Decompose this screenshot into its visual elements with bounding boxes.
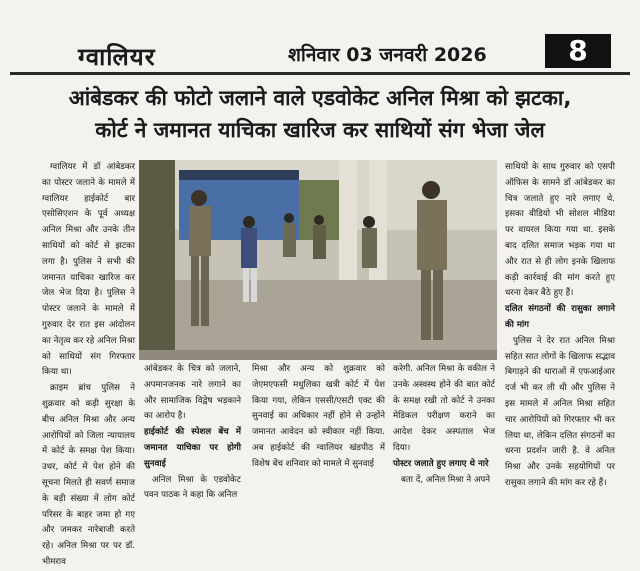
issue-date: शनिवार 03 जनवरी 2026: [288, 44, 487, 66]
police-escort-photo: [139, 160, 497, 360]
headline-line-2: कोर्ट ने जमानत याचिका खारिज कर साथियों संग भेजा जेल: [95, 118, 545, 142]
article-column-5: [505, 160, 615, 492]
headline: [10, 82, 630, 146]
headline-line-1: आंबेडकर की फोटो जलाने वाले एडवोकेट अनिल मिश्रा को झटका,: [68, 86, 572, 110]
col2-paragraph-2: अनिल मिश्रा के एडवोकेट पवन पाठक ने कहा कि अनिल: [144, 474, 241, 501]
col2-subhead: हाईकोर्ट की स्पेशल बेंच में जमानत याचिका पर होगी सुनवाई: [144, 427, 241, 469]
col2-paragraph-1: आंबेडकर के चित्र को जलाने, अपमानजनक नारे लगाने का और सामाजिक विद्वेष भड़काने का आरोप है।: [144, 364, 241, 422]
masthead: [0, 0, 640, 72]
article-column-1: [42, 160, 135, 571]
col5-subhead: दलित संगठनों की रासुका लगाने की मांग: [505, 304, 615, 330]
section-title: ग्वालियर: [78, 43, 156, 71]
col1-paragraph-1: ग्वालियर में डॉ आंबेडकर का पोस्टर जलाने के मामले में ग्वालियर हाईकोर्ट बार एसोसिएशन के पूर्व अध्यक्ष अनिल मिश्रा और उनके तीन साथियों को कोर्ट से झटका लगा है। पुलिस ने सभी की जमानत याचिका खारिज कर जेल भेज दिया है। पुलिस ने पोस्टर जलाने के मामले में गुरुवार देर रात इस आंदोलन का नेतृत्व कर रहे अनिल मिश्रा को साथियों संग गिरफ्तार किया था।: [42, 162, 135, 378]
article-column-4: [393, 362, 495, 488]
col1-paragraph-2: क्राइम ब्रांच पुलिस ने शुक्रवार को कड़ी सुरक्षा के बीच अनिल मिश्रा और अन्य आरोपियों को जिला न्यायालय में कोर्ट के समक्ष पेश किया। उधर, कोर्ट में पेश होने की सूचना मिलते ही सवर्ण समाज के बड़ी संख्या में लोग कोर्ट परिसर के बाहर जमा हो गए और जमकर नारेबाजी करते रहे। अनिल मिश्रा पर पर डॉ. भीमराव: [42, 383, 135, 567]
col5-paragraph-2: पुलिस ने देर रात अनिल मिश्रा सहित सात लोगों के खिलाफ सद्भाव बिगाड़ने की धाराओं में एफआईआर दर्ज भी कर ली थी और पुलिस ने इस मामले में अनिल मिश्रा सहित चार आरोपियों को गिरफ्तार भी कर लिया था, लेकिन दलित संगठनों का धरना प्रदर्शन जारी है. वे अनिल मिश्रा और उनके सहयोगियों पर रासुका लगाने की मांग कर रहे हैं।: [505, 335, 615, 488]
col4-paragraph-1: करेगी. अनिल मिश्रा के वकील ने उनके अस्वस्थ होने की बात कोर्ट के समक्ष रखी तो कोर्ट ने उनका मेडिकल परीक्षण कराने का आदेश देकर अस्पताल भेज दिया।: [393, 364, 495, 453]
news-photo: [139, 160, 497, 360]
page-number: 8: [545, 34, 611, 68]
col3-paragraph-1: मिश्रा और अन्य को शुक्रवार को जेएमएफसी मधुलिका खत्री कोर्ट में पेश किया गया, लेकिन एससी/एसटी एक्ट की सुनवाई का अधिकार नहीं होने से उन्होंने जमानत आवेदन को स्वीकार नहीं किया. अब हाईकोर्ट की ग्वालियर खंडपीठ में विशेष बेंच शनिवार को मामले में सुनवाई: [252, 364, 385, 469]
article-column-2: [144, 362, 241, 504]
masthead-rule: [10, 72, 630, 75]
article-column-3: [252, 362, 385, 473]
col4-subhead: पोस्टर जलाते हुए लगाए थे नारे: [393, 458, 489, 469]
col5-paragraph-1: साथियों के साथ गुरुवार को एसपी ऑफिस के सामने डॉ आंबेडकर का चित्र जलाते हुए नारे लगाए थे. इसका वीडियो भी सोशल मीडिया पर वायरल किया गया था. इसके बाद दलित समाज भड़क गया था और रात से ही लोग इनके खिलाफ कड़ी कार्रवाई की मांग करते हुए धरना देकर बैठे हुए हैं।: [505, 162, 615, 299]
col4-paragraph-2: बता दें, अनिल मिश्रा ने अपने: [401, 474, 491, 485]
